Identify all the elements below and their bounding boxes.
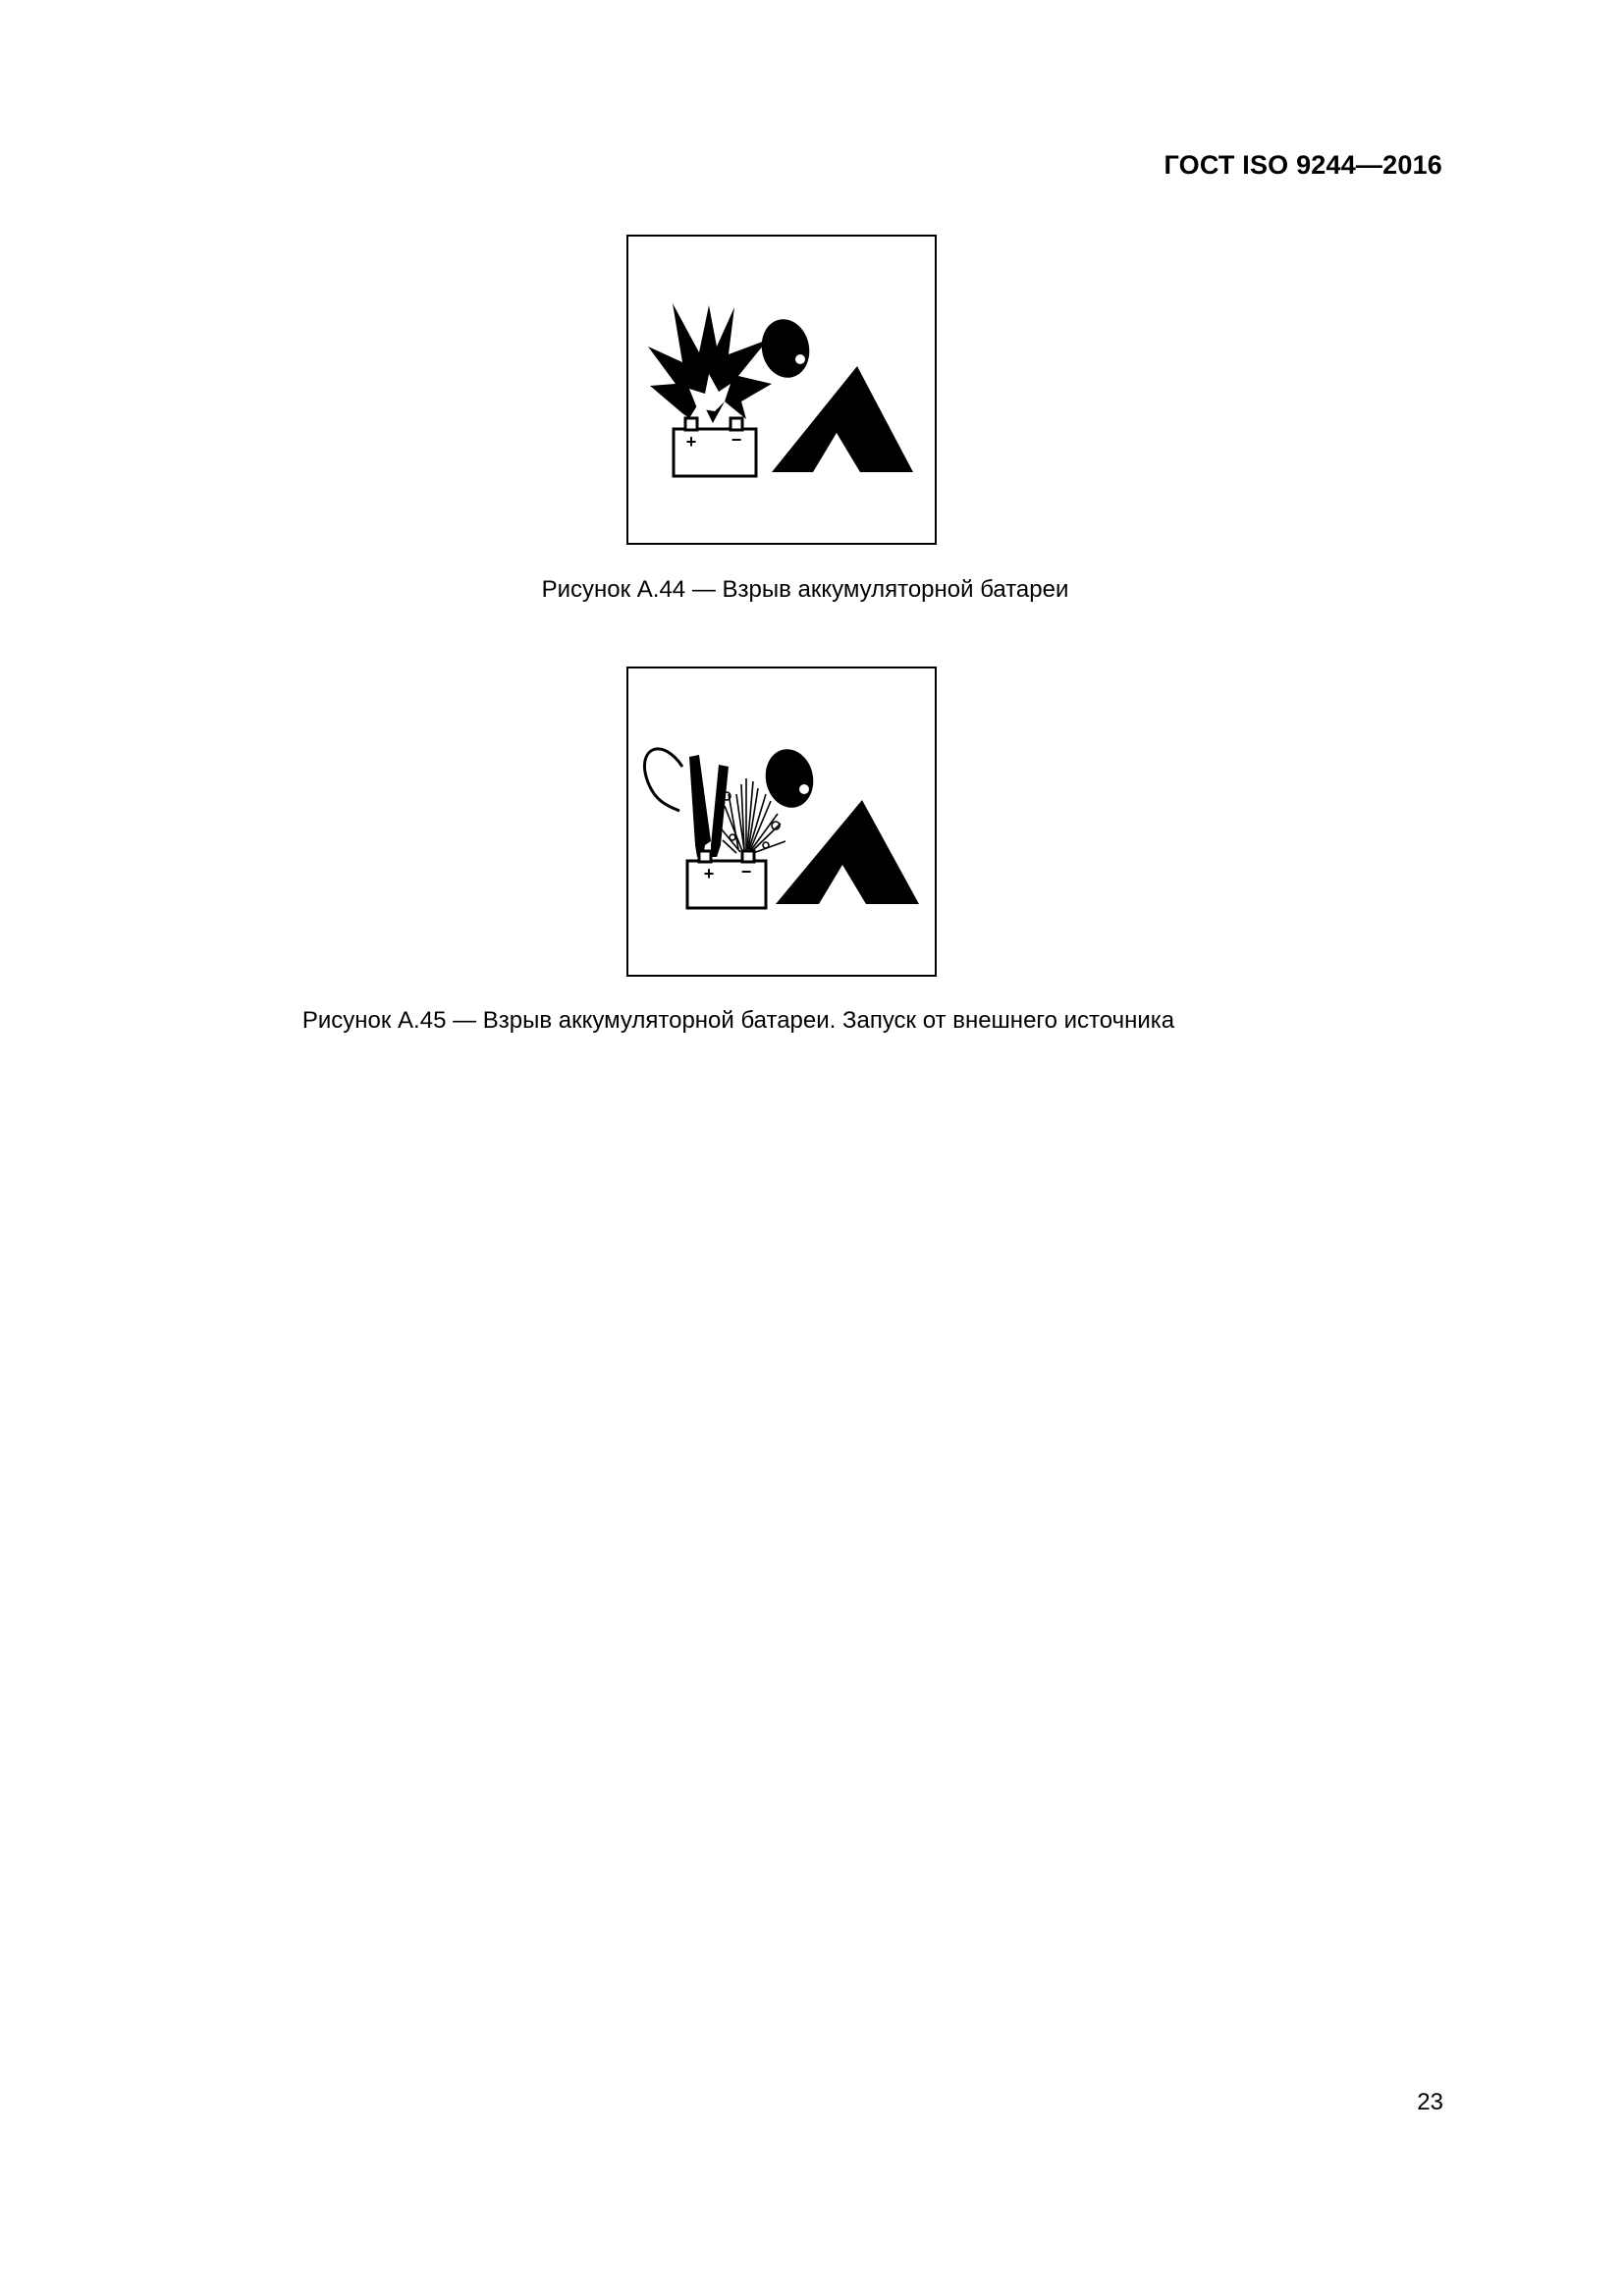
page-number: 23 — [1417, 2089, 1443, 2115]
battery-explosion-icon — [628, 237, 935, 543]
person-body — [776, 800, 919, 904]
jumper-clamp-left — [689, 755, 711, 857]
person-body — [772, 366, 913, 472]
document-standard-code: ГОСТ ISO 9244—2016 — [1164, 150, 1442, 180]
battery-minus-sign: − — [740, 862, 752, 881]
jumper-cable — [644, 749, 682, 811]
figure-a45-caption: Рисунок A.45 — Взрыв аккумуляторной батареи. Запуск от внешнего источника — [301, 1007, 1175, 1034]
person-eye — [799, 784, 809, 794]
figure-a44-frame — [626, 235, 937, 545]
battery-terminal-right — [731, 418, 742, 430]
battery-jump-start-explosion-icon — [628, 668, 935, 975]
battery-terminal-left — [685, 418, 697, 430]
battery-minus-sign: − — [731, 430, 742, 450]
battery-plus-sign: + — [685, 432, 697, 452]
battery-terminal-right — [742, 851, 754, 862]
figure-a45-frame — [626, 667, 937, 977]
person-eye — [795, 354, 805, 364]
battery-plus-sign: + — [703, 864, 715, 883]
person-head — [756, 315, 814, 383]
battery-body — [687, 861, 766, 908]
battery-terminal-left — [699, 851, 711, 862]
person-head — [760, 745, 818, 813]
figure-a44-caption: Рисунок A.44 — Взрыв аккумуляторной батареи — [541, 576, 1069, 603]
